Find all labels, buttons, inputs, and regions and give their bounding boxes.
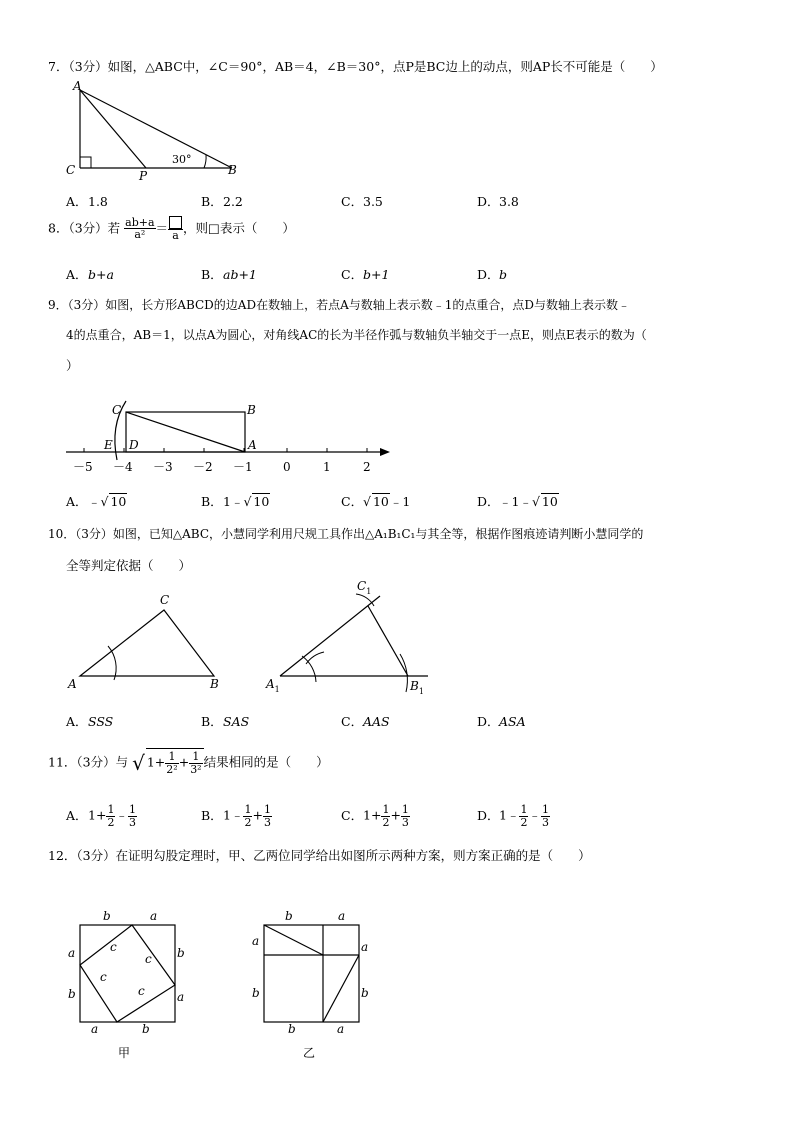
svg-text:D: D [129,438,139,452]
label-angle: 30° [172,153,192,166]
q11-option-a[interactable]: A．1+ $\frac{1}{2}$ ﹣ $\frac{1}{3}$ [66,803,136,829]
q7-triangle-figure [60,78,260,183]
svg-text:a: a [150,909,158,923]
svg-text:c: c [110,940,117,954]
q8-option-b[interactable]: B．ab+1 [201,267,257,282]
q9-number-line-figure [60,396,400,481]
svg-text:－1: －1 [233,460,253,474]
label-P: P [139,169,148,183]
svg-text:B: B [210,677,219,691]
svg-text:a: a [177,990,185,1004]
svg-text:a: a [252,934,260,948]
svg-text:b: b [68,987,76,1001]
q8-option-c[interactable]: C．b+1 [341,267,390,282]
q11-option-b[interactable]: B．1﹣ $\frac{1}{2}$ + $\frac{1}{3}$ [201,803,271,829]
svg-text:－5: －5 [73,460,93,474]
svg-text:C1: $C_1$ [357,579,372,596]
svg-text:－2: －2 [193,460,213,474]
svg-text:a: a [91,1022,99,1036]
q10-option-b[interactable]: B．SAS [201,714,250,729]
svg-text:b: b [103,909,111,923]
svg-text:c: c [145,952,152,966]
question-12-stem: 12．（3分）在证明勾股定理时，甲、乙两位同学给出如图所示两种方案，则方案正确的是（ ） [48,848,591,863]
q9-option-c[interactable]: C．√ 10﹣1 [341,494,411,509]
question-10-line2: 全等判定依据（ ） [66,558,192,573]
q11-option-c[interactable]: C．1+ $\frac{1}{2}$ + $\frac{1}{3}$ [341,803,409,829]
q7-option-b[interactable]: B．2.2 [201,194,243,209]
question-9-line3: ） [66,358,79,373]
q7-option-d[interactable]: D．3.8 [477,194,519,209]
q10-option-d[interactable]: D．ASA [477,714,526,729]
svg-text:b: b [142,1022,150,1036]
svg-text:乙: 乙 [303,1046,316,1060]
svg-text:b: b [285,909,293,923]
svg-text:－3: －3 [153,460,173,474]
question-8-stem: 8．（3分）若 $\frac{ab+a}{\text{a²}}$ ＝ a ，则□表示（ ） [48,215,295,242]
svg-text:b: b [288,1022,296,1036]
svg-text:c: c [100,970,107,984]
svg-text:a: a [68,946,76,960]
q10-triangle-construction-figure [60,580,450,700]
q8-option-a[interactable]: A．b+a [66,267,114,282]
label-C: C [66,163,76,177]
svg-text:b: b [177,946,185,960]
svg-text:B: B [247,403,256,417]
svg-text:0: 0 [283,460,291,474]
label-A: A [73,79,82,93]
svg-text:A: A [68,677,77,691]
svg-text:－4: －4 [113,460,133,474]
question-number: 7． [48,59,69,74]
svg-text:A1: $A_1$ [266,677,280,694]
q10-option-a[interactable]: A．SSS [66,714,114,729]
q7-option-c[interactable]: C．3.5 [341,194,383,209]
question-7-stem [48,57,663,75]
svg-text:1: 1 [323,460,331,474]
q11-option-d[interactable]: D．1﹣ $\frac{1}{2}$ ﹣ $\frac{1}{3}$ [477,803,549,829]
radical-expression: 1+ $\frac{1}{\text{2²}}$ + $\frac{1}{\text{3²}}$ [146,750,202,776]
question-10-line1: 10．（3分）如图，已知△ABC，小慧同学利用尺规工具作出△A₁B₁C₁与其全等，根据作图痕迹请判断小慧同学的 [48,527,644,541]
svg-text:C: C [112,403,122,417]
svg-text:a: a [361,940,369,954]
question-text: （3分）如图，△ABC中，∠C＝90°，AB＝4，∠B＝30°，点P是BC边上的动点，则AP长不可能是（ ） [68,59,663,74]
svg-text:B1: $B_1$ [410,679,424,696]
blank-box-icon [169,216,182,229]
svg-text:a: a [338,909,346,923]
svg-text:b: b [361,986,369,1000]
q8-option-d[interactable]: D．b [477,267,508,282]
q9-option-d[interactable]: D．﹣1﹣√ 10 [477,494,558,509]
svg-text:甲: 甲 [118,1046,131,1060]
q9-option-a[interactable]: A．﹣√ 10 [66,494,127,509]
svg-text:A: A [248,438,257,452]
fraction-left: $\frac{ab+a}{\text{a²}}$ [125,215,155,242]
label-B: B [228,163,237,177]
svg-text:b: b [252,986,260,1000]
question-9-line2: 4的点重合，AB＝1，以点A为圆心，对角线AC的长为半径作弧与数轴负半轴交于一点E，则点E表示的数为（ [66,328,647,342]
q9-option-b[interactable]: B．1﹣√ 10 [201,494,270,509]
svg-text:a: a [337,1022,345,1036]
fraction-right: a [168,216,183,242]
q12-pythagorean-figures [60,905,380,1065]
svg-text:c: c [138,984,145,998]
svg-text:2: 2 [363,460,371,474]
question-9-line1: 9．（3分）如图，长方形ABCD的边AD在数轴上，若点A与数轴上表示数﹣1的点重合，点D与数轴上表示数﹣ [48,298,630,312]
svg-text:C: C [160,593,170,607]
svg-text:E: E [104,438,113,452]
q7-option-a[interactable]: A．1.8 [66,194,108,209]
q10-option-c[interactable]: C．AAS [341,714,390,729]
question-11-stem: 11．（3分）与 √ 1+ $\frac{1}{\text{2²}}$ + $\frac{1}{\text{3²}}$ 结果相同的是（ ） [48,750,329,776]
